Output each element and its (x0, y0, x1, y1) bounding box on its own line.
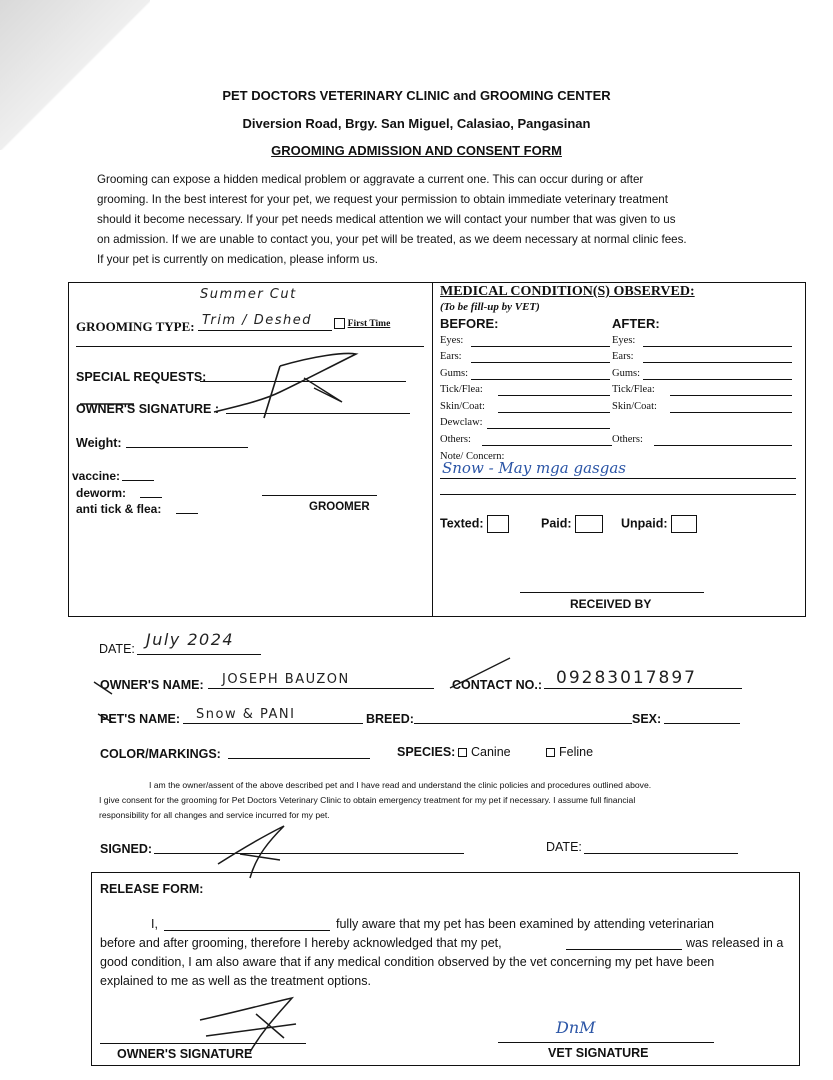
note-label: Note/ Concern: (440, 451, 505, 462)
consent-line-3: responsibility for all changes and service incurred for my pet. (99, 810, 330, 820)
grooming-type-value[interactable]: Trim / Deshed (202, 313, 312, 328)
before-item-line[interactable] (498, 412, 610, 413)
after-item-label: Others: (612, 434, 643, 445)
first-time-checkbox[interactable] (334, 318, 390, 329)
vaccine-label: vaccine: (72, 469, 121, 483)
note-line-1 (440, 478, 796, 479)
owner-signature-label: OWNER'S SIGNATURE : (76, 402, 220, 416)
received-by-label: RECEIVED BY (570, 597, 652, 611)
special-requests-label: SPECIAL REQUESTS: (76, 370, 207, 384)
intro-line: Grooming can expose a hidden medical problem or aggravate a current one. This can occur during or after (97, 173, 644, 186)
signed-line[interactable] (154, 853, 464, 854)
feline-label: Feline (559, 745, 594, 759)
before-item-line[interactable] (482, 445, 612, 446)
owner-name-value[interactable]: JOSEPH BAUZON (222, 672, 350, 687)
vet-initials: DnM (556, 1018, 596, 1037)
sex-label: SEX: (632, 712, 662, 726)
before-item-label: Others: (440, 434, 471, 445)
species-label: SPECIES: (397, 745, 456, 759)
before-item-label: Eyes: (440, 335, 464, 346)
signed-label: SIGNED: (100, 842, 153, 856)
release-line-1b: fully aware that my pet has been examined by attending veterinarian (336, 917, 715, 931)
signed-date-label: DATE: (546, 840, 582, 854)
pet-name-line[interactable] (183, 723, 363, 724)
before-label: BEFORE: (440, 316, 499, 331)
texted-field[interactable] (440, 515, 509, 533)
after-item-line[interactable] (643, 346, 792, 347)
intro-line: If your pet is currently on medication, please inform us. (97, 253, 378, 266)
before-item-label: Tick/Flea: (440, 384, 483, 395)
anti-tick-label: anti tick & flea: (76, 502, 162, 516)
anti-tick-line[interactable] (176, 513, 198, 514)
pet-name-label: PET'S NAME: (100, 712, 181, 726)
after-item-line[interactable] (643, 379, 792, 380)
signed-date-line[interactable] (584, 853, 738, 854)
after-item-label: Skin/Coat: (612, 401, 657, 412)
intro-line: on admission. If we are unable to contact you, your pet will be treated, as we deem necessary at normal clinic fees. (97, 233, 687, 246)
canine-label: Canine (471, 745, 511, 759)
clinic-address: Diversion Road, Brgy. San Miguel, Calasiao, Pangasinan (242, 116, 591, 131)
date-value[interactable]: July 2024 (146, 630, 235, 649)
medical-heading: MEDICAL CONDITION(S) OBSERVED: (440, 284, 695, 299)
groomer-signature-line[interactable] (262, 495, 377, 496)
release-pet-line[interactable] (566, 949, 682, 950)
release-heading: RELEASE FORM: (100, 882, 204, 896)
before-item-label: Dewclaw: (440, 417, 483, 428)
after-label: AFTER: (612, 316, 660, 331)
breed-label: BREED: (366, 712, 414, 726)
before-item-line[interactable] (498, 395, 610, 396)
after-item-label: Ears: (612, 351, 634, 362)
release-line-2b: was released in a (686, 936, 784, 950)
consent-line-1: I am the owner/assent of the above described pet and I have read and understand the clinic policies and procedures outlined above. (149, 780, 652, 790)
deworm-line[interactable] (140, 497, 162, 498)
after-item-line[interactable] (670, 395, 792, 396)
paid-label: Paid: (541, 516, 572, 531)
color-label: COLOR/MARKINGS: (100, 747, 221, 761)
after-item-label: Eyes: (612, 335, 636, 346)
paid-box[interactable] (575, 515, 603, 533)
texted-label: Texted: (440, 516, 484, 531)
grooming-extra-line (76, 346, 424, 347)
deworm-label: deworm: (76, 486, 127, 500)
before-item-label: Ears: (440, 351, 462, 362)
grooming-type-line (198, 330, 332, 331)
canine-checkbox[interactable] (458, 748, 467, 757)
after-item-label: Gums: (612, 368, 641, 379)
before-item-line[interactable] (471, 362, 610, 363)
medical-subheading: (To be fill-up by VET) (440, 301, 540, 313)
owner-signature-scribble (74, 348, 364, 420)
consent-line-2: I give consent for the grooming for Pet Doctors Veterinary Clinic to obtain emergency treatment for my pet if necessary. I assume full financial (99, 795, 636, 805)
groomer-label: GROOMER (309, 501, 370, 513)
vet-signature-label: VET SIGNATURE (548, 1046, 649, 1060)
unpaid-label: Unpaid: (621, 516, 668, 531)
note-line-2 (440, 494, 796, 495)
before-item-label: Gums: (440, 368, 469, 379)
form-title: GROOMING ADMISSION AND CONSENT FORM (271, 143, 562, 158)
release-line-4: explained to me as well as the treatment options. (100, 974, 371, 988)
note-value[interactable]: Snow - May mga gasgas (442, 459, 626, 477)
received-by-line[interactable] (520, 592, 704, 593)
feline-option[interactable] (546, 745, 593, 759)
breed-line[interactable] (414, 723, 632, 724)
contact-label: CONTACT NO.: (452, 678, 543, 692)
after-item-line[interactable] (670, 412, 792, 413)
before-item-line[interactable] (471, 346, 610, 347)
sex-line[interactable] (664, 723, 740, 724)
texted-box[interactable] (487, 515, 509, 533)
contact-value[interactable]: 09283017897 (556, 668, 697, 688)
vet-signature-line[interactable] (498, 1042, 714, 1043)
grooming-type-label: GROOMING TYPE: (76, 319, 195, 334)
contact-line[interactable] (544, 688, 742, 689)
color-line[interactable] (228, 758, 370, 759)
release-owner-signature-label: OWNER'S SIGNATURE (117, 1047, 253, 1061)
release-name-line[interactable] (164, 930, 330, 931)
clinic-name: PET DOCTORS VETERINARY CLINIC and GROOMING CENTER (222, 88, 611, 103)
feline-checkbox[interactable] (546, 748, 555, 757)
canine-option[interactable] (458, 745, 511, 759)
pet-name-value[interactable]: Snow & PANI (196, 707, 296, 722)
weight-line[interactable] (126, 447, 248, 448)
unpaid-box[interactable] (671, 515, 697, 533)
before-item-label: Skin/Coat: (440, 401, 485, 412)
date-label: DATE: (99, 642, 135, 656)
after-item-line[interactable] (643, 362, 792, 363)
column-divider (432, 282, 433, 617)
unpaid-field[interactable] (621, 515, 697, 533)
weight-label: Weight: (76, 436, 122, 450)
intro-paragraph (97, 170, 745, 270)
first-time-label: First Time (347, 319, 391, 330)
owner-name-label: OWNER'S NAME: (100, 678, 204, 692)
intro-line: should it become necessary. If your pet needs medical attention we will contact your number that was given to us (97, 213, 676, 226)
before-item-line[interactable] (487, 428, 610, 429)
after-item-label: Tick/Flea: (612, 384, 655, 395)
release-line-1a: I, (151, 917, 158, 931)
release-line-2a: before and after grooming, therefore I hereby acknowledged that my pet, (100, 936, 502, 950)
grooming-type-note: Summer Cut (200, 287, 297, 302)
release-owner-line[interactable] (100, 1043, 306, 1044)
vaccine-line[interactable] (122, 480, 154, 481)
paid-field[interactable] (541, 515, 603, 533)
after-item-line[interactable] (654, 445, 792, 446)
first-time-box[interactable] (334, 318, 345, 329)
intro-line: grooming. In the best interest for your pet, we request your permission to obtain immediate veterinary treatment (97, 193, 668, 206)
release-line-3: good condition, I am also aware that if any medical condition observed by the vet concerning my pet have been (100, 955, 715, 969)
before-item-line[interactable] (471, 379, 610, 380)
